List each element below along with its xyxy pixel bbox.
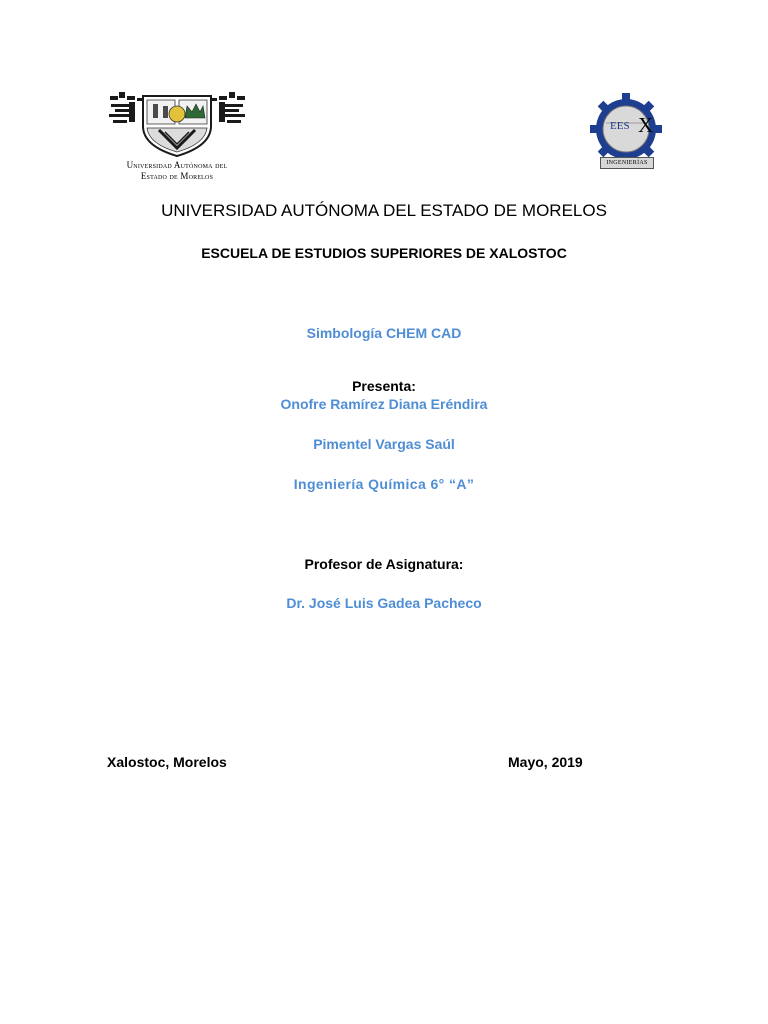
uaem-logo-line2: Estado de Morelos	[140, 171, 214, 181]
professor-name: Dr. José Luis Gadea Pacheco	[286, 595, 482, 611]
author-name-2: Pimentel Vargas Saúl	[313, 436, 455, 452]
uaem-logo	[107, 90, 247, 182]
place-text: Xalostoc, Morelos	[107, 754, 227, 770]
date-text: Mayo, 2019	[508, 754, 583, 770]
eesx-logo-ees: EES	[610, 120, 630, 132]
eesx-logo-banner: INGENIERÍAS	[600, 157, 654, 169]
university-title: UNIVERSIDAD AUTÓNOMA DEL ESTADO DE MORELOS	[161, 201, 607, 220]
uaem-shield-icon	[107, 90, 247, 158]
professor-label: Profesor de Asignatura:	[304, 556, 464, 572]
school-title: ESCUELA DE ESTUDIOS SUPERIORES DE XALOSTOC	[201, 245, 567, 261]
eesx-logo-x: X	[638, 113, 654, 137]
career-group: Ingeniería Química 6° “A”	[293, 476, 475, 492]
subject-title: Simbología CHEM CAD	[306, 325, 462, 341]
presenta-label: Presenta:	[352, 378, 416, 394]
uaem-logo-text	[107, 160, 247, 182]
author-name-1: Onofre Ramírez Diana Eréndira	[280, 396, 488, 412]
eesx-logo	[588, 93, 664, 171]
uaem-logo-line1: Universidad Autónoma del	[126, 160, 228, 170]
